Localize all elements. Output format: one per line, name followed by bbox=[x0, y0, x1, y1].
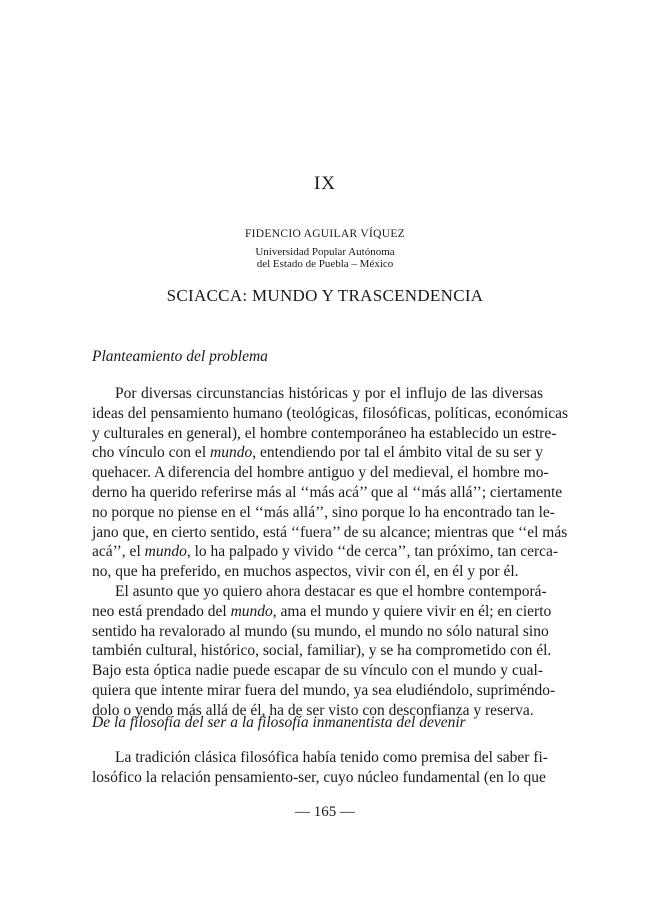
text-line: acá’’, el mundo, lo ha palpado y vivido ‘‘de cerca’’, tan próximo, tan cerca- bbox=[92, 543, 559, 561]
text-line: ideas del pensamiento humano (teológicas, filosóficas, políticas, económicas bbox=[92, 404, 569, 422]
text-line: y culturales en general), el hombre contemporáneo ha establecido un estre- bbox=[92, 424, 557, 442]
text-line: quiera que intente mirar fuera del mundo, ya sea eludiéndolo, supriméndo- bbox=[92, 681, 556, 699]
paragraph bbox=[92, 384, 569, 582]
text-line: no porque no piense en el ‘‘más allá’’, sino porque lo ha encontrado tan le- bbox=[92, 503, 555, 521]
text-line: Por diversas circunstancias históricas y por el influjo de las diversas bbox=[115, 385, 543, 402]
section-heading-planteamiento: Planteamiento del problema bbox=[92, 348, 268, 365]
chapter-title: SCIACCA: MUNDO Y TRASCENDENCIA bbox=[166, 286, 484, 305]
affiliation-line: del Estado de Puebla – México bbox=[256, 258, 394, 270]
author-affiliation bbox=[0, 246, 650, 270]
section-heading-filosofia: De la filosofía del ser a la filosofía inmanentista del devenir bbox=[92, 714, 466, 731]
text-line: jano que, en cierto sentido, está ‘‘fuera’’ de su alcance; mientras que ‘‘el más bbox=[92, 523, 568, 541]
text-line: también cultural, histórico, social, familiar), y se ha comprometido con él. bbox=[92, 642, 552, 660]
text-line: La tradición clásica filosófica había tenido como premisa del saber fi- bbox=[115, 749, 548, 766]
paragraph bbox=[92, 582, 556, 721]
text-line: sentido ha revalorado al mundo (su mundo, el mundo no sólo natural sino bbox=[92, 622, 549, 640]
text-line: dolo o yendo más allá de él, ha de ser visto con desconfianza y reserva. bbox=[92, 701, 534, 719]
text-line: El asunto que yo quiero ahora destacar es que el hombre contemporá- bbox=[115, 583, 547, 600]
text-line: derno ha querido referirse más al ‘‘más acá’’ que al ‘‘más allá’’; ciertamente bbox=[92, 483, 563, 501]
chapter-number: IX bbox=[313, 173, 337, 194]
affiliation-line: Universidad Popular Autónoma bbox=[255, 246, 395, 258]
text-line: losófico la relación pensamiento-ser, cuyo núcleo fundamental (en lo que bbox=[92, 768, 546, 786]
author-name: FIDENCIO AGUILAR VÍQUEZ bbox=[244, 228, 405, 240]
text-line: cho vínculo con el mundo, entendiendo por tal el ámbito vital de su ser y bbox=[92, 444, 543, 462]
page-number: — 165 — bbox=[295, 804, 355, 820]
paragraph bbox=[92, 748, 548, 788]
text-line: Bajo esta óptica nadie puede escapar de su vínculo con el mundo y cual- bbox=[92, 662, 543, 680]
text-line: no, que ha preferido, en muchos aspectos, vivir con él, en él y por él. bbox=[92, 563, 519, 581]
text-line: neo está prendado del mundo, ama el mundo y quiere vivir en él; en cierto bbox=[92, 602, 552, 620]
text-line: quehacer. A diferencia del hombre antiguo y del medieval, el hombre mo- bbox=[92, 464, 549, 482]
